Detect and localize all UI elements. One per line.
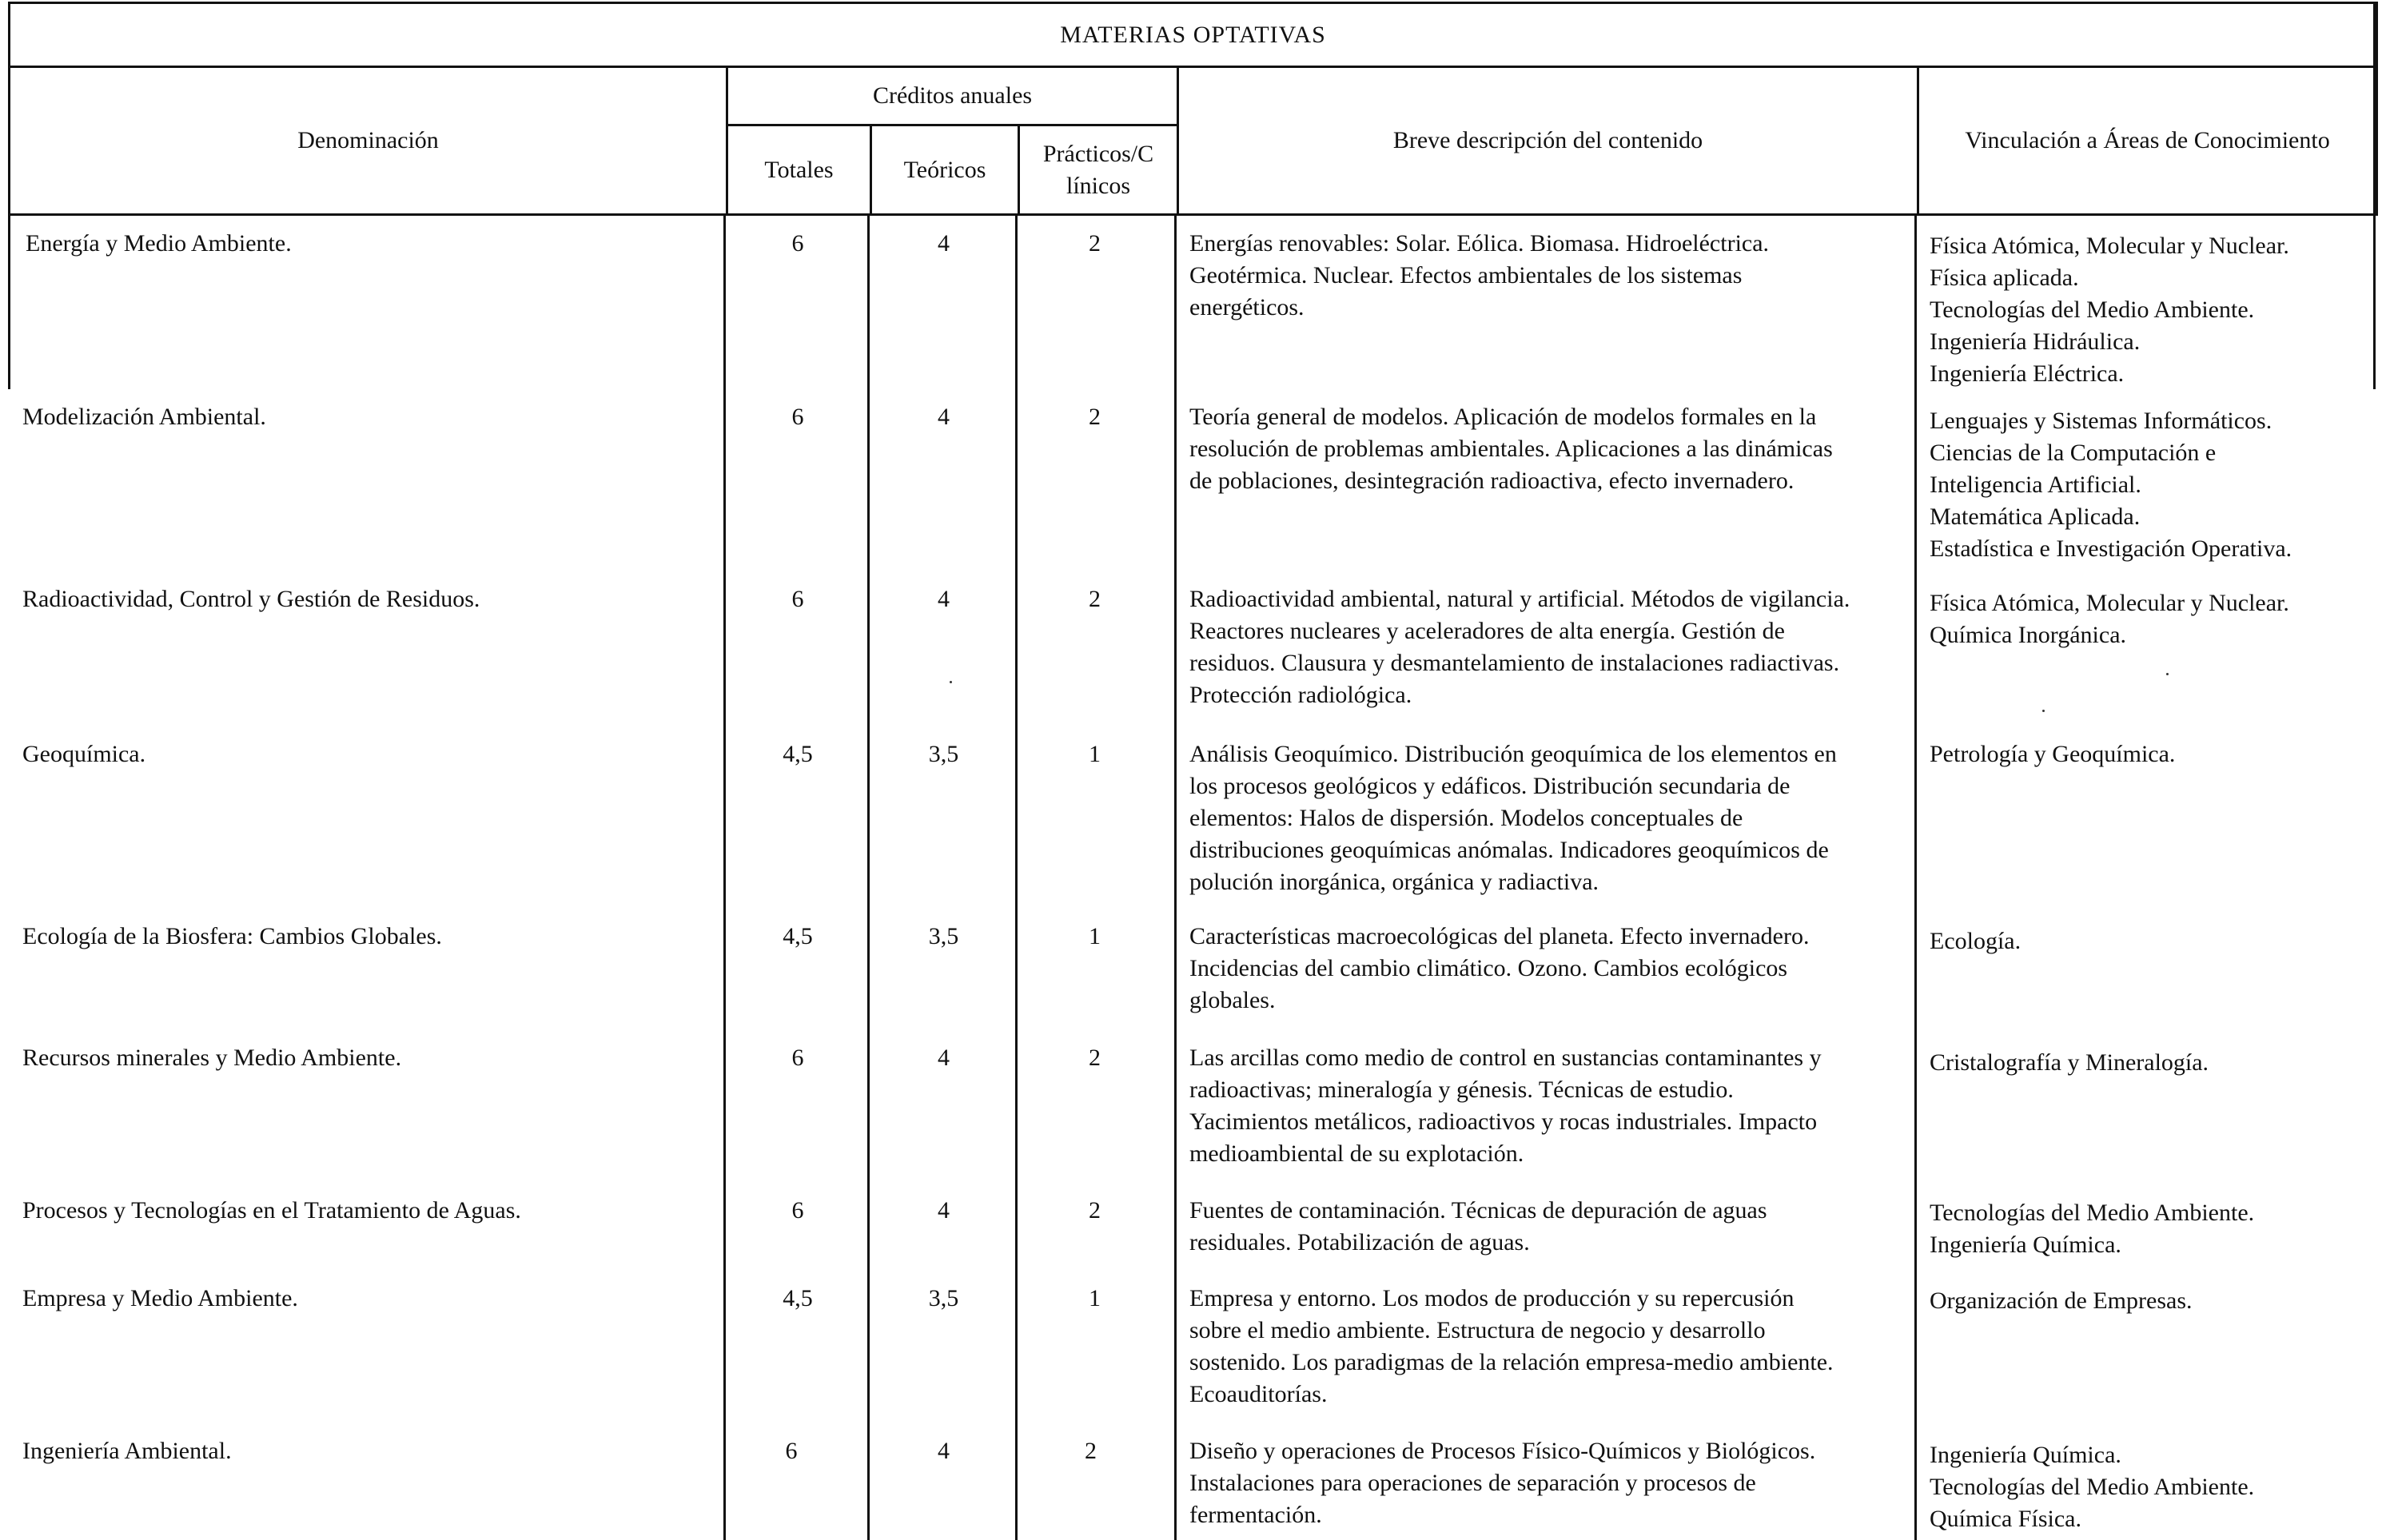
credits-teoricos: 4 — [938, 586, 950, 612]
area-line: Química Física. — [1930, 1506, 2081, 1532]
area-line: Ingeniería Eléctrica. — [1930, 360, 2125, 387]
description-line: polución inorgánica, orgánica y radiactiva. — [1189, 869, 1599, 895]
subject-description — [1189, 1195, 1909, 1259]
credits-totales: 6 — [791, 1197, 804, 1224]
knowledge-areas — [1930, 738, 2368, 770]
subject-name: Procesos y Tecnologías en el Tratamiento de Aguas. — [22, 1197, 521, 1224]
credits-teoricos: 4 — [938, 404, 950, 430]
description-line: Características macroecológicas del planeta. Efecto invernadero. — [1189, 923, 1810, 949]
credits-practicos: 2 — [1085, 1438, 1097, 1464]
credits-teoricos: 3,5 — [928, 1285, 959, 1311]
subject-description — [1189, 1042, 1909, 1170]
description-line: Reactores nucleares y aceleradores de alta energía. Gestión de — [1189, 618, 1785, 644]
area-line: Ingeniería Química. — [1930, 1442, 2121, 1468]
description-line: energéticos. — [1189, 294, 1305, 320]
credits-teoricos: 4 — [938, 1045, 950, 1071]
area-line: Cristalografía y Mineralogía. — [1930, 1049, 2209, 1076]
description-line: Protección radiológica. — [1189, 682, 1412, 708]
column-divider — [1914, 213, 1917, 1540]
area-line: Ingeniería Química. — [1930, 1232, 2121, 1258]
credits-totales: 6 — [791, 586, 804, 612]
credits-totales: 6 — [791, 230, 804, 257]
header-practicos — [1019, 125, 1178, 215]
credits-practicos: 2 — [1089, 230, 1101, 257]
description-line: sostenido. Los paradigmas de la relación empresa-medio ambiente. — [1189, 1349, 1834, 1375]
area-line: Lenguajes y Sistemas Informáticos. — [1930, 408, 2272, 434]
area-line: Tecnologías del Medio Ambiente. — [1930, 1200, 2255, 1226]
header-creditos-anuales: Créditos anuales — [727, 67, 1178, 125]
credits-teoricos: 4 — [938, 1438, 950, 1464]
area-line: Ingeniería Hidráulica. — [1930, 328, 2141, 355]
description-line: Geotérmica. Nuclear. Efectos ambientales de los sistemas — [1189, 262, 1743, 289]
header-practicos-line: línicos — [1066, 172, 1130, 199]
description-line: Ecoauditorías. — [1189, 1381, 1328, 1407]
description-line: residuales. Potabilización de aguas. — [1189, 1229, 1530, 1255]
column-divider — [1174, 213, 1177, 1540]
credits-practicos: 1 — [1089, 741, 1101, 767]
description-line: globales. — [1189, 987, 1276, 1013]
subject-name: Ingeniería Ambiental. — [22, 1438, 232, 1464]
description-line: Energías renovables: Solar. Eólica. Biomasa. Hidroeléctrica. — [1189, 230, 1770, 257]
subject-name: Empresa y Medio Ambiente. — [22, 1285, 298, 1311]
description-line: Teoría general de modelos. Aplicación de modelos formales en la — [1189, 404, 1817, 430]
table-header — [8, 2, 2378, 216]
credits-totales: 4,5 — [783, 923, 813, 949]
subject-name: Geoquímica. — [22, 741, 146, 767]
area-line: Ecología. — [1930, 928, 2022, 954]
credits-practicos: 2 — [1089, 1045, 1101, 1071]
credits-totales: 4,5 — [783, 741, 813, 767]
subject-name: Recursos minerales y Medio Ambiente. — [22, 1045, 402, 1071]
area-line: Ciencias de la Computación e — [1930, 440, 2217, 466]
subject-description — [1189, 738, 1909, 898]
description-line: fermentación. — [1189, 1502, 1322, 1528]
knowledge-areas — [1930, 230, 2368, 390]
area-line: Tecnologías del Medio Ambiente. — [1930, 1474, 2255, 1500]
description-line: Fuentes de contaminación. Técnicas de depuración de aguas — [1189, 1197, 1767, 1224]
description-line: de poblaciones, desintegración radioactiva, efecto invernadero. — [1189, 468, 1794, 494]
table-title: MATERIAS OPTATIVAS — [10, 3, 2377, 67]
credits-practicos: 2 — [1089, 1197, 1101, 1224]
credits-teoricos: 3,5 — [928, 923, 959, 949]
area-line: Matemática Aplicada. — [1930, 503, 2141, 530]
description-line: resolución de problemas ambientales. Aplicaciones a las dinámicas — [1189, 436, 1833, 462]
subject-name: Energía y Medio Ambiente. — [26, 230, 292, 257]
header-areas: Vinculación a Áreas de Conocimiento — [1918, 67, 2377, 215]
credits-practicos: 1 — [1089, 1285, 1101, 1311]
subject-description — [1189, 921, 1909, 1017]
header-practicos-line: Prácticos/C — [1042, 140, 1154, 167]
header-teoricos: Teóricos — [871, 125, 1019, 215]
subject-name: Ecología de la Biosfera: Cambios Globales. — [22, 923, 442, 949]
subject-name: Radioactividad, Control y Gestión de Residuos. — [22, 586, 480, 612]
knowledge-areas — [1930, 405, 2368, 565]
header-descripcion: Breve descripción del contenido — [1178, 67, 1918, 215]
description-line: Análisis Geoquímico. Distribución geoquímica de los elementos en — [1189, 741, 1837, 767]
knowledge-areas — [1930, 1197, 2368, 1261]
description-line: Instalaciones para operaciones de separación y procesos de — [1189, 1470, 1756, 1496]
subject-description — [1189, 1435, 1909, 1531]
subject-description — [1189, 583, 1909, 711]
area-line: Física aplicada. — [1930, 265, 2079, 291]
credits-practicos: 1 — [1089, 923, 1101, 949]
area-line: Química Inorgánica. — [1930, 622, 2127, 648]
knowledge-areas — [1930, 1439, 2368, 1535]
description-line: elementos: Halos de dispersión. Modelos conceptuales de — [1189, 805, 1743, 831]
knowledge-areas — [1930, 925, 2368, 957]
description-line: medioambiental de su explotación. — [1189, 1140, 1524, 1167]
scan-speck — [950, 681, 952, 683]
description-line: sobre el medio ambiente. Estructura de negocio y desarrollo — [1189, 1317, 1766, 1343]
credits-totales: 4,5 — [783, 1285, 813, 1311]
knowledge-areas — [1930, 587, 2368, 651]
header-denominacion: Denominación — [10, 67, 727, 215]
description-line: distribuciones geoquímicas anómalas. Indicadores geoquímicos de — [1189, 837, 1829, 863]
area-line: Inteligencia Artificial. — [1930, 472, 2141, 498]
description-line: Yacimientos metálicos, radioactivos y rocas industriales. Impacto — [1189, 1108, 1818, 1135]
subject-description — [1189, 1283, 1909, 1411]
area-line: Petrología y Geoquímica. — [1930, 741, 2176, 767]
description-line: Las arcillas como medio de control en sustancias contaminantes y — [1189, 1045, 1822, 1071]
description-line: Radioactividad ambiental, natural y artificial. Métodos de vigilancia. — [1189, 586, 1850, 612]
subject-name: Modelización Ambiental. — [22, 404, 266, 430]
credits-totales: 6 — [791, 404, 804, 430]
area-line: Organización de Empresas. — [1930, 1287, 2193, 1314]
header-totales: Totales — [727, 125, 871, 215]
area-line: Física Atómica, Molecular y Nuclear. — [1930, 590, 2289, 616]
area-line: Física Atómica, Molecular y Nuclear. — [1930, 233, 2289, 259]
description-line: Empresa y entorno. Los modos de producción y su repercusión — [1189, 1285, 1794, 1311]
knowledge-areas — [1930, 1047, 2368, 1079]
scan-speck — [2166, 673, 2169, 675]
subject-description — [1189, 401, 1909, 497]
credits-totales: 6 — [791, 1045, 804, 1071]
credits-teoricos: 4 — [938, 1197, 950, 1224]
area-line: Tecnologías del Medio Ambiente. — [1930, 296, 2255, 323]
credits-practicos: 2 — [1089, 404, 1101, 430]
credits-teoricos: 3,5 — [928, 741, 959, 767]
description-line: Diseño y operaciones de Procesos Físico-Químicos y Biológicos. — [1189, 1438, 1816, 1464]
credits-practicos: 2 — [1089, 586, 1101, 612]
description-line: radioactivas; mineralogía y génesis. Técnicas de estudio. — [1189, 1076, 1734, 1103]
knowledge-areas — [1930, 1285, 2368, 1317]
scan-speck — [2042, 710, 2045, 712]
description-line: residuos. Clausura y desmantelamiento de instalaciones radiactivas. — [1189, 650, 1840, 676]
description-line: Incidencias del cambio climático. Ozono. Cambios ecológicos — [1189, 955, 1788, 981]
document-page — [8, 2, 2376, 1540]
credits-totales: 6 — [785, 1438, 798, 1464]
area-line: Estadística e Investigación Operativa. — [1930, 535, 2292, 562]
credits-teoricos: 4 — [938, 230, 950, 257]
description-line: los procesos geológicos y edáficos. Distribución secundaria de — [1189, 773, 1790, 799]
subject-description — [1189, 228, 1909, 324]
